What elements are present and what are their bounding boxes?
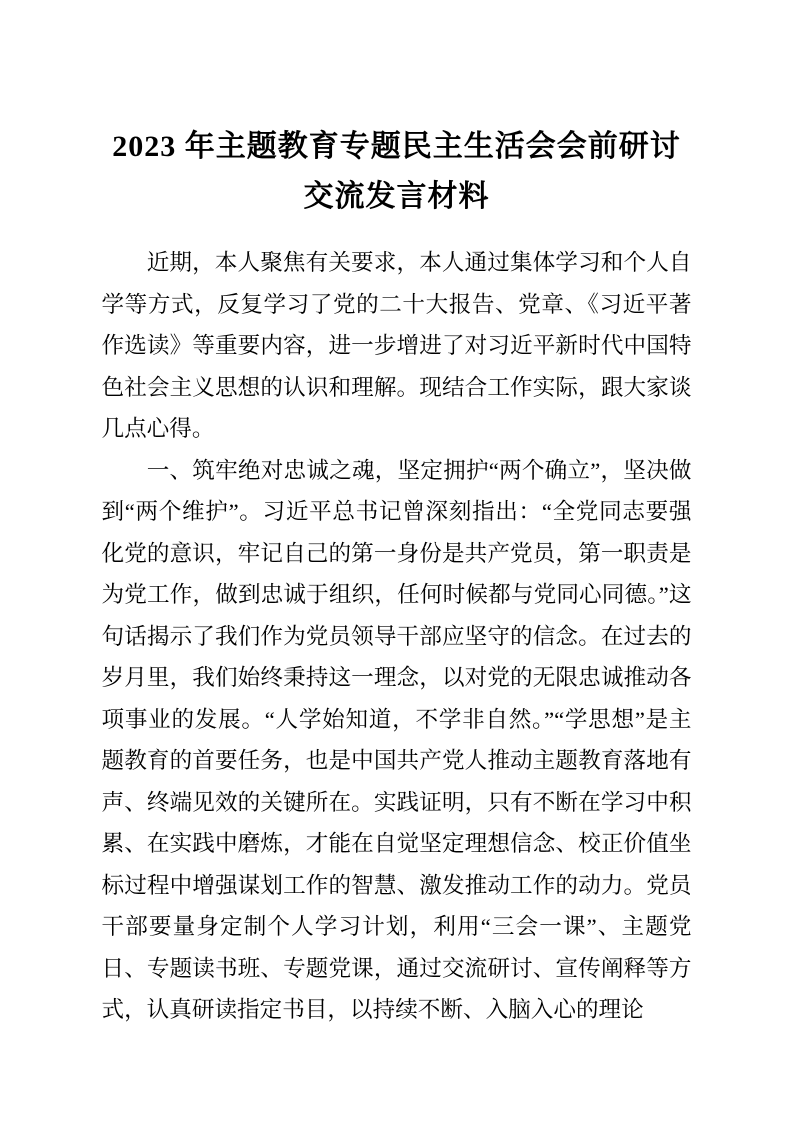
document-body: [102, 242, 692, 1031]
paragraph-intro: 近期，本人聚焦有关要求，本人通过集体学习和个人自学等方式，反复学习了党的二十大报告、党章、《习近平著作选读》等重要内容，进一步增进了对习近平新时代中国特色社会主义思想的认识和理解。现结合工作实际，跟大家谈几点心得。: [101, 250, 692, 441]
document-title-line-1: 2023 年主题教育专题民主生活会会前研讨: [112, 130, 681, 163]
document-title-line-2: 交流发言材料: [303, 180, 490, 213]
document-title: [0, 122, 793, 222]
paragraph-section-one: 一、筑牢绝对忠诚之魂，坚定拥护“两个确立”，坚决做到“两个维护”。习近平总书记曾深刻指出：“全党同志要强化党的意识，牢记自己的第一身份是共产党员，第一职责是为党工作，做到忠诚于组织，任何时候都与党同心同德。”这句话揭示了我们作为党员领导干部应坚守的信念。在过去的岁月里，我们始终秉持这一理念，以对党的无限忠诚推动各项事业的发展。“人学始知道，不学非自然。”“学思想”是主题教育的首要任务，也是中国共产党人推动主题教育落地有声、终端见效的关键所在。实践证明，只有不断在学习中积累、在实践中磨炼，才能在自觉坚定理想信念、校正价值坐标过程中增强谋划工作的智慧、激发推动工作的动力。党员干部要量身定制个人学习计划，利用“三会一课”、主题党日、专题读书班、专题党课，通过交流研讨、宣传阐释等方式，认真研读指定书目，以持续不断、入脑入心的理论: [101, 457, 692, 1022]
